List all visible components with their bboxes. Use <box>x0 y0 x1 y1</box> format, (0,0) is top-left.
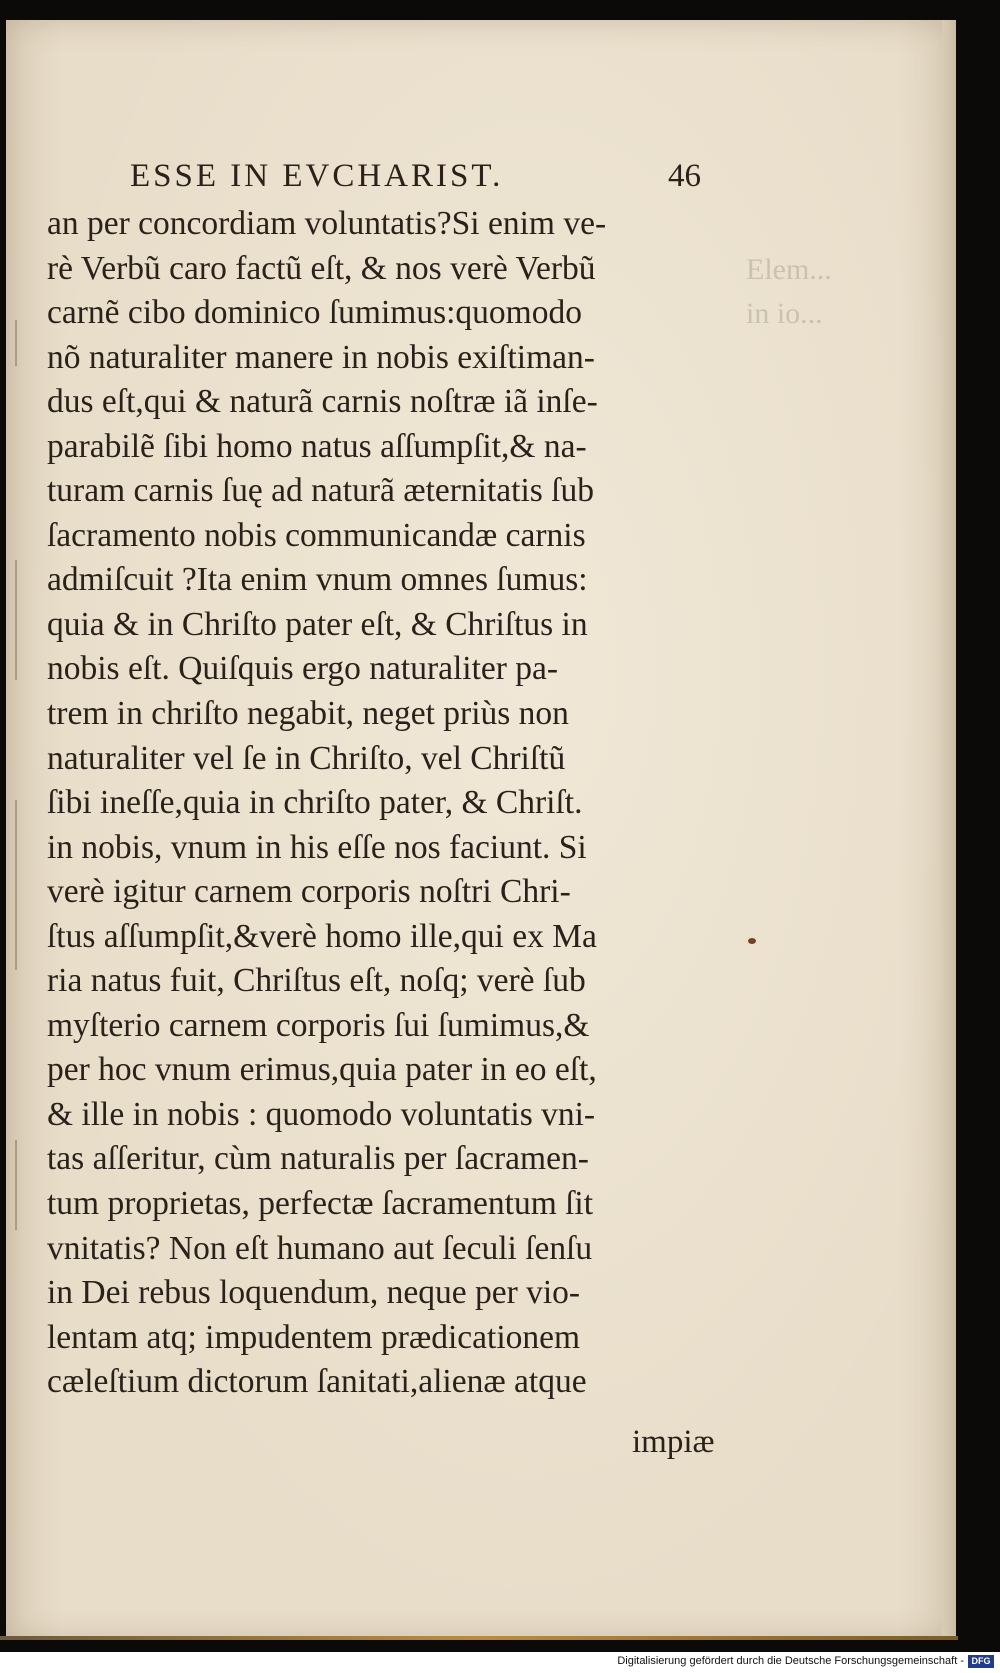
text-line: in nobis, vnum in his eſſe nos faciunt. Si <box>47 828 587 866</box>
text-line: ſtus aſſumpſit,&verè homo ille,qui ex Ma <box>47 917 597 955</box>
running-head <box>6 158 956 202</box>
text-line: rè Verbũ caro factũ eſt, & nos verè Verbũ <box>47 249 596 287</box>
text-line: & ille in nobis : quomodo voluntatis vni- <box>47 1095 596 1133</box>
running-title: ESSE IN EVCHARIST. <box>130 158 504 194</box>
page-edge <box>942 20 956 1640</box>
text-line: vnitatis? Non eſt humano aut ſeculi ſenſu <box>47 1229 593 1267</box>
text-line: trem in chriſto negabit, neget priùs non <box>47 695 569 733</box>
text-line: ſacramento nobis communicandæ carnis <box>47 516 586 554</box>
text-line: parabilẽ ſibi homo natus aſſumpſit,& na- <box>47 427 587 465</box>
text-line: naturaliter vel ſe in Chriſto, vel Chriſtũ <box>47 739 566 777</box>
text-line: cæleſtium dictorum ſanitati,alienæ atque <box>47 1363 587 1401</box>
catchword: impiæ <box>632 1424 715 1460</box>
body-text <box>47 202 737 1405</box>
page-bottom-edge <box>0 1636 958 1640</box>
page-number: 46 <box>668 158 701 194</box>
text-line: an per concordiam voluntatis?Si enim ve- <box>47 205 607 242</box>
book-page <box>6 20 956 1640</box>
ink-spot <box>748 938 756 944</box>
text-line: nobis eſt. Quiſquis ergo naturaliter pa- <box>47 650 559 688</box>
dfg-logo: DFG <box>968 1655 994 1668</box>
text-line: quia & in Chriſto pater eſt, & Chriſtus in <box>47 605 588 643</box>
text-line: tas aſſeritur, cùm naturalis per ſacramen- <box>47 1140 589 1178</box>
text-line: ria natus fuit, Chriſtus eſt, noſq; verè ſub <box>47 962 586 1000</box>
text-line: myſterio carnem corporis ſui ſumimus,& <box>47 1006 590 1044</box>
text-line: tum proprietas, perfectæ ſacramentum ſit <box>47 1185 594 1223</box>
text-line: in Dei rebus loquendum, neque per vio- <box>47 1274 581 1312</box>
text-line: lentam atq; impudentem prædicationem <box>47 1318 581 1356</box>
text-line: dus eſt,qui & naturã carnis noſtræ iã inſe- <box>47 383 598 421</box>
margin-mark <box>15 560 17 680</box>
text-line: verè igitur carnem corporis noſtri Chri- <box>47 873 571 911</box>
text-line: per hoc vnum erimus,quia pater in eo eſt, <box>47 1051 597 1089</box>
text-line: carnẽ cibo dominico ſumimus:quomodo <box>47 294 582 332</box>
bleed-through-text: Elem... in io... <box>746 253 832 330</box>
text-line: turam carnis ſuę ad naturã æternitatis ſub <box>47 472 594 510</box>
text-line: admiſcuit ?Ita enim vnum omnes ſumus: <box>47 561 588 599</box>
text-line: nõ naturaliter manere in nobis exiſtiman- <box>47 338 595 376</box>
margin-mark <box>15 320 17 366</box>
text-line: ſibi ineſſe,quia in chriſto pater, & Chriſt. <box>47 784 583 822</box>
margin-mark <box>15 800 17 970</box>
margin-mark <box>15 1140 17 1230</box>
footer-credit: Digitalisierung gefördert durch die Deutsche Forschungsgemeinschaft - <box>617 1655 964 1667</box>
